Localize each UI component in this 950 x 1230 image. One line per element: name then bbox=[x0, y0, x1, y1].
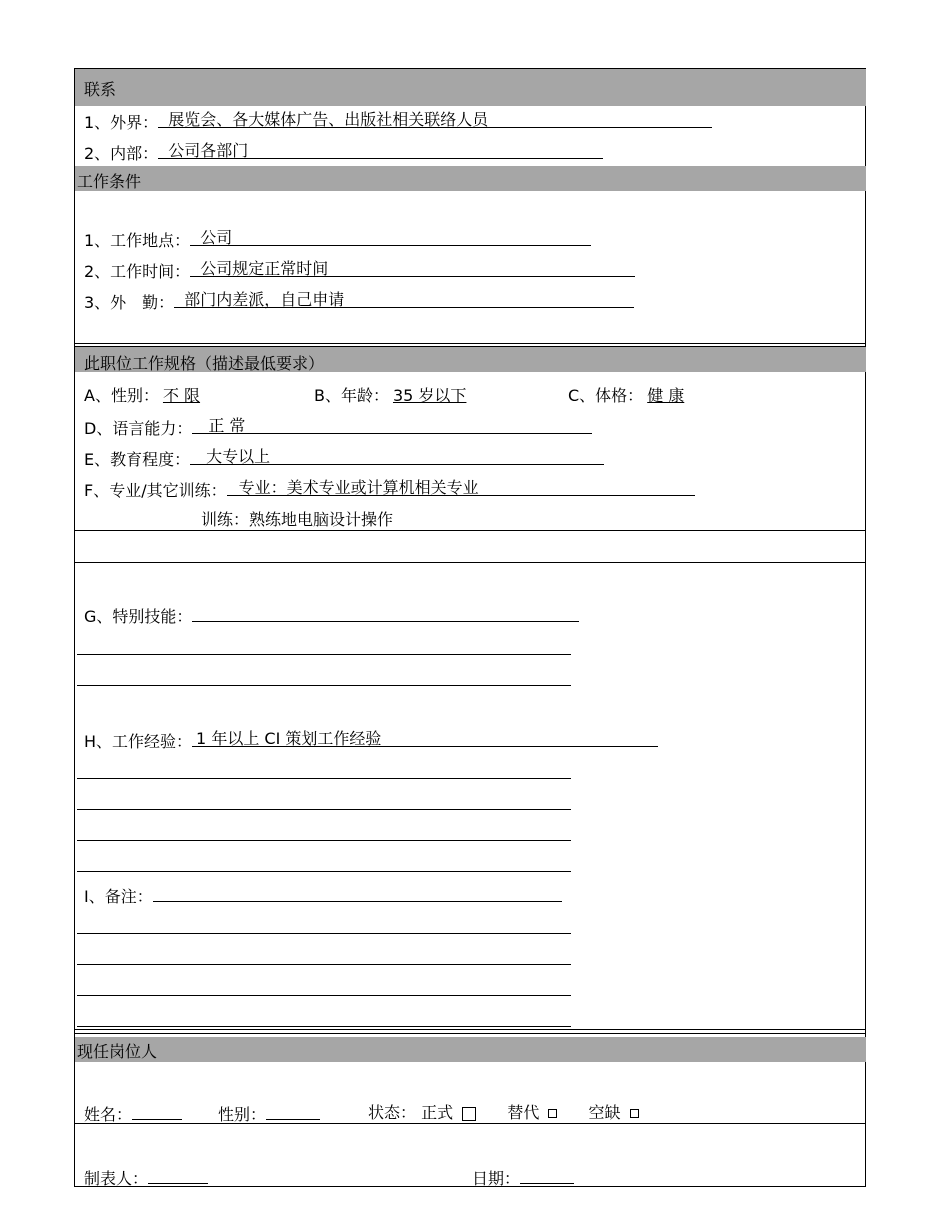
conditions-travel-row bbox=[84, 291, 634, 313]
blank-line[interactable] bbox=[77, 654, 571, 655]
spec-education-row bbox=[84, 448, 604, 470]
conditions-time-label: 2、工作时间： bbox=[84, 262, 191, 281]
incumbent-status-label: 状态： bbox=[368, 1103, 417, 1122]
status-formal-checkbox[interactable] bbox=[462, 1107, 476, 1121]
date-row bbox=[472, 1167, 574, 1189]
conditions-header-band bbox=[75, 166, 866, 191]
blank-line[interactable] bbox=[77, 685, 571, 686]
contact-internal-value: 公司各部门 bbox=[168, 141, 249, 160]
incumbent-name-label: 姓名： bbox=[84, 1105, 133, 1124]
spec-age-value[interactable]: 35 岁以下 bbox=[392, 386, 467, 405]
conditions-time-row bbox=[84, 260, 635, 282]
spec-remarks-field[interactable] bbox=[153, 885, 562, 902]
spec-title: 此职位工作规格（描述最低要求） bbox=[84, 354, 325, 373]
conditions-place-field[interactable] bbox=[190, 229, 591, 246]
divider bbox=[75, 562, 866, 563]
spec-skills-field[interactable] bbox=[192, 605, 579, 622]
conditions-travel-label: 3、外 勤： bbox=[84, 293, 175, 312]
contact-internal-field[interactable] bbox=[158, 142, 603, 159]
spec-skills-label: G、特别技能： bbox=[84, 607, 193, 626]
contact-header-band bbox=[75, 69, 866, 106]
spec-age-row bbox=[314, 386, 470, 406]
conditions-title: 工作条件 bbox=[77, 172, 142, 191]
contact-internal-row bbox=[84, 142, 603, 164]
incumbent-gender-label: 性别： bbox=[218, 1105, 267, 1124]
conditions-place-value: 公司 bbox=[200, 228, 233, 247]
spec-training-field[interactable] bbox=[227, 479, 695, 496]
spec-training-extra: 训练：熟练地电脑设计操作 bbox=[201, 510, 394, 529]
spec-education-value: 大专以上 bbox=[206, 447, 271, 466]
date-label: 日期： bbox=[472, 1169, 521, 1188]
conditions-travel-field[interactable] bbox=[174, 291, 634, 308]
blank-line[interactable] bbox=[77, 778, 571, 779]
divider bbox=[75, 1033, 866, 1034]
contact-external-field[interactable] bbox=[158, 111, 712, 128]
spec-physique-label: C、体格： bbox=[568, 386, 644, 405]
blank-line[interactable] bbox=[77, 840, 571, 841]
spec-training-major: 专业：美术专业或计算机相关专业 bbox=[238, 478, 479, 497]
blank-line[interactable] bbox=[77, 1026, 571, 1027]
spec-gender-value[interactable]: 不 限 bbox=[162, 386, 201, 405]
divider bbox=[75, 1029, 866, 1030]
divider bbox=[75, 1123, 866, 1124]
spec-gender-label: A、性别： bbox=[84, 386, 159, 405]
conditions-time-value: 公司规定正常时间 bbox=[200, 259, 329, 278]
author-label: 制表人： bbox=[84, 1169, 149, 1188]
incumbent-status-row bbox=[368, 1103, 639, 1123]
blank-line[interactable] bbox=[77, 964, 571, 965]
author-row bbox=[84, 1167, 208, 1189]
spec-education-field[interactable] bbox=[190, 448, 604, 465]
spec-language-row bbox=[84, 417, 592, 439]
contact-external-label: 1、外界： bbox=[84, 113, 159, 132]
blank-line[interactable] bbox=[77, 933, 571, 934]
conditions-time-field[interactable] bbox=[190, 260, 635, 277]
spec-physique-row bbox=[568, 386, 688, 406]
spec-gender-row bbox=[84, 386, 204, 406]
divider bbox=[75, 346, 866, 347]
incumbent-name-row bbox=[84, 1103, 182, 1125]
incumbent-header-band bbox=[75, 1037, 866, 1062]
status-vacant-label: 空缺 bbox=[588, 1103, 621, 1122]
incumbent-title: 现任岗位人 bbox=[77, 1042, 158, 1061]
status-substitute-label: 替代 bbox=[507, 1103, 540, 1122]
contact-external-value: 展览会、各大媒体广告、出版社相关联络人员 bbox=[168, 110, 489, 129]
conditions-place-label: 1、工作地点： bbox=[84, 231, 191, 250]
spec-skills-row bbox=[84, 605, 579, 627]
spec-experience-value: 1 年以上 CI 策划工作经验 bbox=[196, 729, 382, 748]
conditions-place-row bbox=[84, 229, 591, 251]
spec-physique-value[interactable]: 健 康 bbox=[647, 386, 685, 405]
contact-internal-label: 2、内部： bbox=[84, 144, 159, 163]
status-vacant-checkbox[interactable] bbox=[630, 1109, 639, 1118]
incumbent-name-field[interactable] bbox=[132, 1103, 182, 1120]
status-formal-label: 正式 bbox=[421, 1103, 454, 1122]
status-substitute-checkbox[interactable] bbox=[548, 1109, 557, 1118]
spec-experience-row bbox=[84, 730, 658, 752]
date-field[interactable] bbox=[520, 1167, 574, 1184]
spec-language-label: D、语言能力： bbox=[84, 419, 193, 438]
spec-training-label: F、专业/其它训练： bbox=[84, 481, 227, 500]
spec-experience-field[interactable] bbox=[192, 730, 658, 747]
spec-age-label: B、年龄： bbox=[314, 386, 389, 405]
spec-remarks-row bbox=[84, 885, 562, 907]
author-field[interactable] bbox=[148, 1167, 208, 1184]
blank-line[interactable] bbox=[77, 809, 571, 810]
divider bbox=[75, 343, 866, 344]
divider bbox=[75, 530, 866, 531]
spec-remarks-label: I、备注： bbox=[84, 887, 153, 906]
contact-external-row bbox=[84, 111, 712, 133]
contact-title: 联系 bbox=[84, 80, 117, 99]
blank-line[interactable] bbox=[77, 995, 571, 996]
blank-line[interactable] bbox=[77, 871, 571, 872]
spec-training-row bbox=[84, 479, 695, 501]
spec-language-value: 正 常 bbox=[208, 416, 246, 435]
spec-experience-label: H、工作经验： bbox=[84, 732, 193, 751]
spec-language-field[interactable] bbox=[192, 417, 592, 434]
incumbent-gender-row bbox=[218, 1103, 320, 1125]
spec-education-label: E、教育程度： bbox=[84, 450, 191, 469]
incumbent-gender-field[interactable] bbox=[266, 1103, 320, 1120]
conditions-travel-value: 部门内差派，自己申请 bbox=[184, 290, 345, 309]
